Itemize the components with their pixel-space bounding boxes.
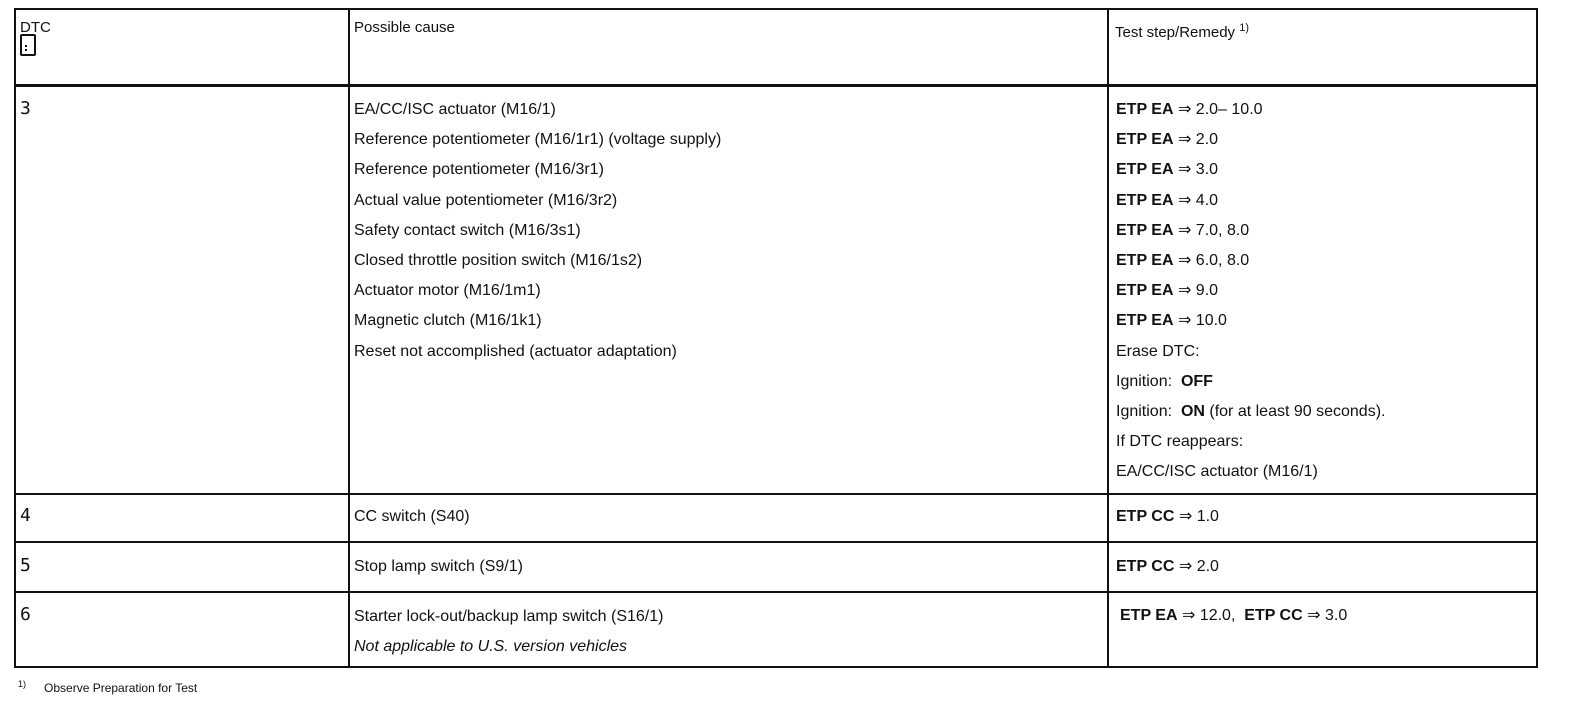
remedy-text: ⇒ 2.0 — [1178, 558, 1219, 575]
remedy-item — [1116, 160, 1385, 190]
remedy-item — [1116, 130, 1385, 160]
row3-causes-list — [354, 100, 721, 372]
row6-cause: Starter lock-out/backup lamp switch (S16/1) — [354, 608, 664, 625]
remedy-text: ⇒ 3.0 — [1307, 607, 1348, 624]
remedy-item — [1116, 402, 1385, 432]
header-possible-cause: Possible cause — [354, 19, 455, 36]
header-test-step-remedy — [1115, 18, 1249, 43]
cause-item: Actuator motor (M16/1m1) — [354, 282, 541, 300]
cause-item: Magnetic clutch (M16/1k1) — [354, 312, 542, 330]
remedy-item — [1116, 251, 1385, 281]
row6-remedy — [1120, 606, 1347, 626]
header-remedy-label: Test step/Remedy — [1115, 24, 1236, 41]
header-bottom-border — [14, 84, 1538, 87]
footnote — [18, 679, 197, 695]
remedy-text: Erase DTC: — [1116, 342, 1200, 360]
remedy-bold: OFF — [1180, 372, 1213, 390]
remedy-text: ⇒ 9.0 — [1177, 282, 1219, 300]
column-divider-1 — [348, 8, 350, 668]
cause-item: Reference potentiometer (M16/3r1) — [354, 161, 604, 179]
remedy-text: ⇒ 6.0, 8.0 — [1177, 251, 1250, 269]
remedy-text: ⇒ 2.0– 10.0 — [1177, 101, 1263, 118]
row4-cause: CC switch (S40) — [354, 508, 470, 525]
remedy-item — [1116, 432, 1385, 462]
footnote-text: Observe Preparation for Test — [44, 681, 198, 695]
dtc-code-6: 6 — [20, 604, 31, 625]
remedy-item — [1116, 462, 1385, 492]
cause-item: Closed throttle position switch (M16/1s2) — [354, 251, 643, 269]
remedy-bold: ETP EA — [1116, 312, 1174, 330]
remedy-text: ⇒ 7.0, 8.0 — [1177, 221, 1250, 239]
header-footnote-ref: 1) — [1239, 22, 1250, 34]
cause-item: Reset not accomplished (actuator adaptation) — [354, 342, 677, 360]
remedy-item — [1116, 191, 1385, 221]
cause-item: Actual value potentiometer (M16/3r2) — [354, 191, 618, 209]
remedy-text: ⇒ 4.0 — [1177, 191, 1219, 209]
remedy-text: (for at least 90 seconds). — [1204, 402, 1386, 420]
remedy-bold: ETP CC — [1116, 558, 1175, 575]
remedy-bold: ETP EA — [1116, 191, 1174, 209]
remedy-prefix: Ignition: — [1116, 372, 1177, 390]
remedy-item — [1116, 311, 1385, 341]
row4-remedy — [1116, 507, 1219, 527]
table-top-border — [14, 8, 1538, 10]
remedy-item — [1116, 342, 1385, 372]
remedy-text: ⇒ 10.0 — [1177, 312, 1227, 330]
dtc-code-4: 4 — [20, 505, 31, 526]
row3-bottom-border — [14, 493, 1538, 495]
row6-cause-note: Not applicable to U.S. version vehicles — [354, 638, 628, 655]
remedy-item — [1116, 100, 1385, 130]
row3-remedies-list — [1116, 100, 1385, 492]
remedy-item — [1116, 281, 1385, 311]
table-bottom-border — [14, 666, 1538, 668]
cause-item: Safety contact switch (M16/3s1) — [354, 221, 581, 239]
remedy-text: ⇒ 1.0 — [1178, 508, 1219, 525]
remedy-bold: ETP CC — [1244, 607, 1303, 624]
row5-remedy — [1116, 557, 1219, 577]
remedy-bold: ETP EA — [1120, 607, 1178, 624]
cause-item: EA/CC/ISC actuator (M16/1) — [354, 101, 556, 118]
header-dtc: DTC — [20, 19, 51, 36]
row4-bottom-border — [14, 541, 1538, 543]
dtc-code-5: 5 — [20, 555, 31, 576]
remedy-bold: ON — [1180, 402, 1205, 420]
remedy-prefix: Ignition: — [1116, 402, 1177, 420]
remedy-bold: ETP EA — [1116, 131, 1174, 149]
table-right-border — [1536, 8, 1538, 668]
remedy-text: ⇒ 12.0, — [1181, 607, 1236, 624]
column-divider-2 — [1107, 8, 1109, 668]
row5-cause: Stop lamp switch (S9/1) — [354, 558, 523, 575]
dtc-code-3: 3 — [20, 98, 31, 119]
remedy-bold: ETP EA — [1116, 101, 1174, 118]
remedy-text: EA/CC/ISC actuator (M16/1) — [1116, 463, 1318, 481]
remedy-text: If DTC reappears: — [1116, 433, 1244, 451]
diagnostic-plug-icon — [20, 34, 36, 56]
remedy-item — [1116, 221, 1385, 251]
footnote-marker: 1) — [18, 679, 27, 689]
table-left-border — [14, 8, 16, 668]
cause-item: Reference potentiometer (M16/1r1) (voltage supply) — [354, 131, 722, 149]
row5-bottom-border — [14, 591, 1538, 593]
remedy-bold: ETP EA — [1116, 251, 1174, 269]
remedy-text: ⇒ 3.0 — [1177, 161, 1219, 179]
remedy-text: ⇒ 2.0 — [1177, 131, 1219, 149]
remedy-item — [1116, 372, 1385, 402]
remedy-bold: ETP EA — [1116, 221, 1174, 239]
remedy-bold: ETP CC — [1116, 508, 1175, 525]
remedy-bold: ETP EA — [1116, 282, 1174, 300]
remedy-bold: ETP EA — [1116, 161, 1174, 179]
